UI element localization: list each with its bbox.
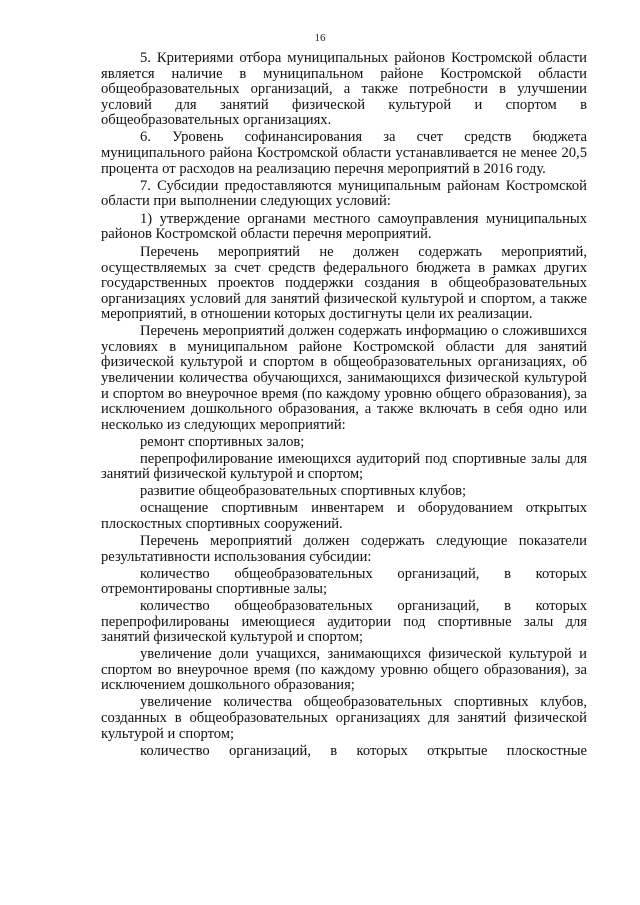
- indicator-repaired-gyms: количество общеобразовательных организаций, в которых отремонтированы спортивные залы;: [101, 565, 587, 598]
- indicator-club-count: увеличение количества общеобразовательных спортивных клубов, созданных в общеобразовательных организациях для занятий физической культурой и спортом;: [101, 694, 587, 742]
- indicator-student-share: увеличение доли учащихся, занимающихся физической культурой и спортом во внеурочное время (по каждому уровню общего образования), за исключением дошкольного образования;: [101, 646, 587, 694]
- condition-1-approval: 1) утверждение органами местного самоуправления муниципальных районов Костромской области перечня мероприятий.: [101, 210, 587, 243]
- document-body: [101, 51, 587, 761]
- paragraph-7-subsidy-conditions: 7. Субсидии предоставляются муниципальным районам Костромской области при выполнении следующих условий:: [101, 177, 587, 210]
- paragraph-required-information: Перечень мероприятий должен содержать информацию о сложившихся условиях в муниципальном районе Костромской области для занятий физической культурой и спортом в общеобразовательных организациях, об увеличении количества обучающихся, занимающихся физической культурой и спортом во внеурочное время (по каждому уровню общего образования), за исключением дошкольного образования, а также включать в себя одно или несколько из следующих мероприятий:: [101, 323, 587, 433]
- page-number: 16: [314, 32, 326, 44]
- paragraph-performance-indicators: Перечень мероприятий должен содержать следующие показатели результативности использования субсидии:: [101, 532, 587, 565]
- measure-gym-repair: ремонт спортивных залов;: [140, 433, 305, 450]
- measure-equipment: оснащение спортивным инвентарем и оборудованием открытых плоскостных спортивных сооружений.: [101, 500, 587, 532]
- measure-room-conversion: перепрофилирование имеющихся аудиторий под спортивные залы для занятий физической культурой и спортом;: [101, 450, 587, 483]
- paragraph-6-cofinancing-level: 6. Уровень софинансирования за счет средств бюджета муниципального района Костромской области устанавливается не менее 20,5 процента от расходов на реализацию перечня мероприятий в 2016 году.: [101, 129, 587, 177]
- indicator-outdoor-facilities: количество организаций, в которых открытые плоскостные: [140, 742, 587, 759]
- paragraph-excluded-measures: Перечень мероприятий не должен содержать мероприятий, осуществляемых за счет средств федерального бюджета в рамках других государственных проектов поддержки создания в общеобразовательных организациях условий для занятий физической культурой и спортом, а также мероприятий, в отношении которых достигнуты цели их реализации.: [101, 243, 587, 323]
- measure-sports-clubs: развитие общеобразовательных спортивных клубов;: [140, 483, 467, 500]
- paragraph-5-selection-criteria: 5. Критериями отбора муниципальных районов Костромской области является наличие в муниципальном районе Костромской области общеобразовательных организаций, а также потребности в улучшении условий для занятий физической культурой и спортом в общеобразовательных организациях.: [101, 50, 587, 129]
- indicator-converted-rooms: количество общеобразовательных организаций, в которых перепрофилированы имеющиеся аудитории под спортивные залы для занятий физической культурой и спортом;: [101, 598, 587, 646]
